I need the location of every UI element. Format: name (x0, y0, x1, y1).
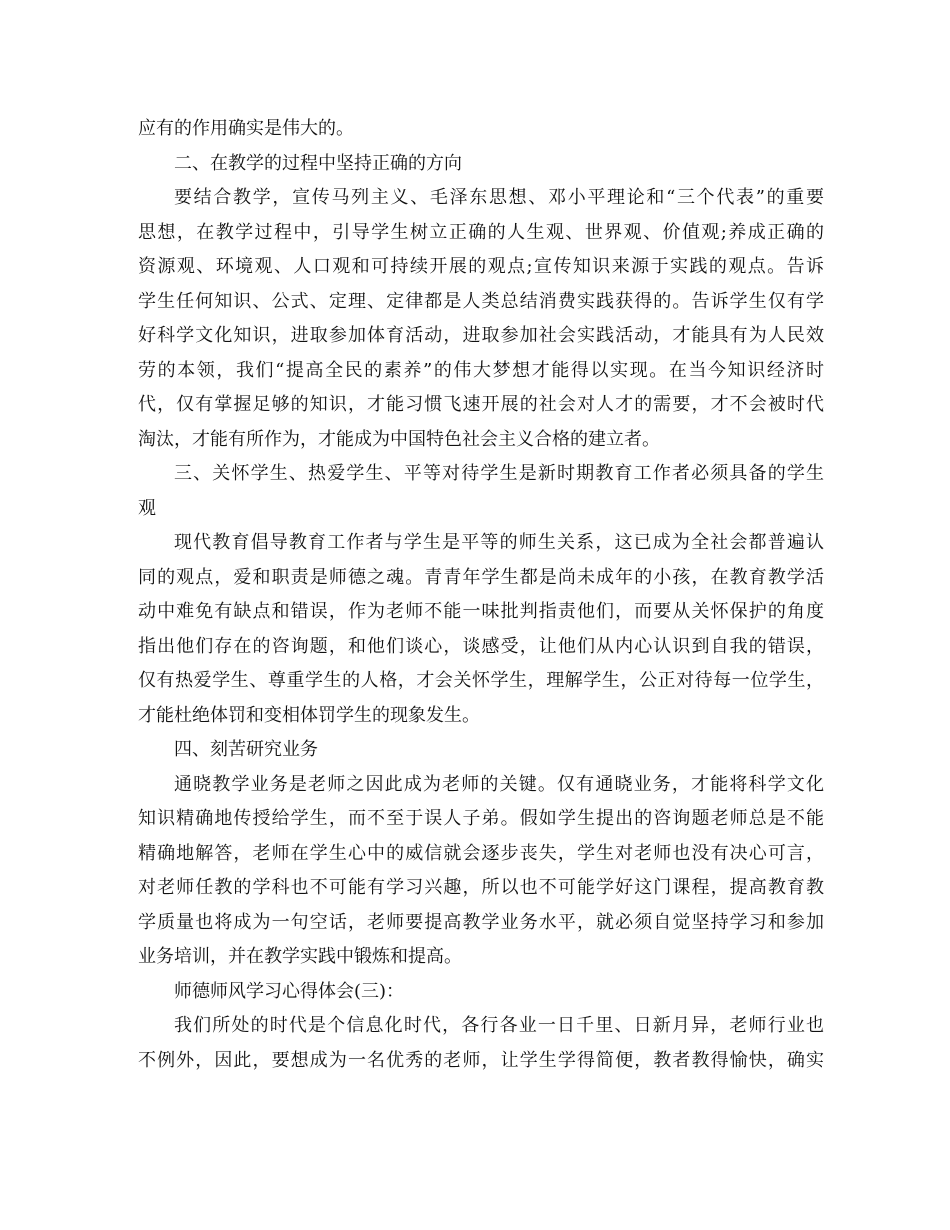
text-line: 好科学文化知识，进取参加体育活动，进取参加社会实践活动，才能具有为人民效 (138, 325, 824, 346)
text-line: 要结合教学，宣传马列主义、毛泽东思想、邓小平理论和“三个代表”的重要 (174, 187, 824, 208)
text-line: 现代教育倡导教育工作者与学生是平等的师生关系，这已成为全社会都普遍认 (174, 532, 824, 553)
text-line: 不例外，因此，要想成为一名优秀的老师，让学生学得简便，教者教得愉快，确实 (138, 1049, 824, 1071)
text-line: 我们所处的时代是个信息化时代，各行各业一日千里、日新月异，老师行业也 (174, 1015, 824, 1036)
text-line: 应有的作用确实是伟大的。 (138, 118, 354, 139)
text-line: 同的观点，爱和职责是师德之魂。青青年学生都是尚未成年的小孩，在教育教学活 (138, 566, 824, 588)
text-line: 通晓教学业务是老师之因此成为老师的关键。仅有通晓业务，才能将科学文化 (174, 773, 824, 795)
section-heading-continued: 观 (138, 497, 156, 519)
text-line: 淘汰，才能有所作为，才能成为中国特色社会主义合格的建立者。 (138, 428, 660, 450)
text-line: 动中难免有缺点和错误，作为老师不能一味批判指责他们，而要从关怀保护的角度 (138, 601, 824, 622)
text-line: 学生任何知识、公式、定理、定律都是人类总结消费实践获得的。告诉学生仅有学 (138, 290, 824, 312)
text-line: 才能杜绝体罚和变相体罚学生的现象发生。 (138, 704, 480, 726)
text-line: 精确地解答，老师在学生心中的威信就会逐步丧失，学生对老师也没有决心可言， (138, 842, 824, 864)
text-line: 对老师任教的学科也不可能有学习兴趣，所以也不可能学好这门课程，提高教育教 (138, 877, 824, 898)
text-line: 资源观、环境观、人口观和可持续开展的观点;宣传知识来源于实践的观点。告诉 (138, 256, 824, 277)
text-line: 业务培训，并在教学实践中锻炼和提高。 (138, 946, 462, 967)
text-line: 知识精确地传授给学生，而不至于误人子弟。假如学生提出的咨询题老师总是不能 (138, 808, 824, 829)
text-line: 指出他们存在的咨询题，和他们谈心，谈感受，让他们从内心认识到自我的错误， (138, 635, 824, 657)
text-line: 仅有热爱学生、尊重学生的人格，才会关怀学生，理解学生，公正对待每一位学生， (138, 670, 824, 691)
section-heading: 二、在教学的过程中坚持正确的方向 (174, 152, 462, 174)
section-heading: 师德师风学习心得体会(三)： (174, 980, 405, 1002)
text-line: 代，仅有掌握足够的知识，才能习惯飞速开展的社会对人才的需要，才不会被时代 (138, 394, 824, 415)
text-line: 思想，在教学过程中，引导学生树立正确的人生观、世界观、价值观;养成正确的 (138, 221, 824, 243)
section-heading: 三、关怀学生、热爱学生、平等对待学生是新时期教育工作者必须具备的学生 (174, 463, 824, 484)
text-line: 劳的本领，我们“提高全民的素养”的伟大梦想才能得以实现。在当今知识经济时 (138, 359, 824, 381)
document-page (138, 112, 824, 1078)
section-heading: 四、刻苦研究业务 (174, 739, 318, 760)
text-line: 学质量也将成为一句空话，老师要提高教学业务水平，就必须自觉坚持学习和参加 (138, 911, 824, 933)
